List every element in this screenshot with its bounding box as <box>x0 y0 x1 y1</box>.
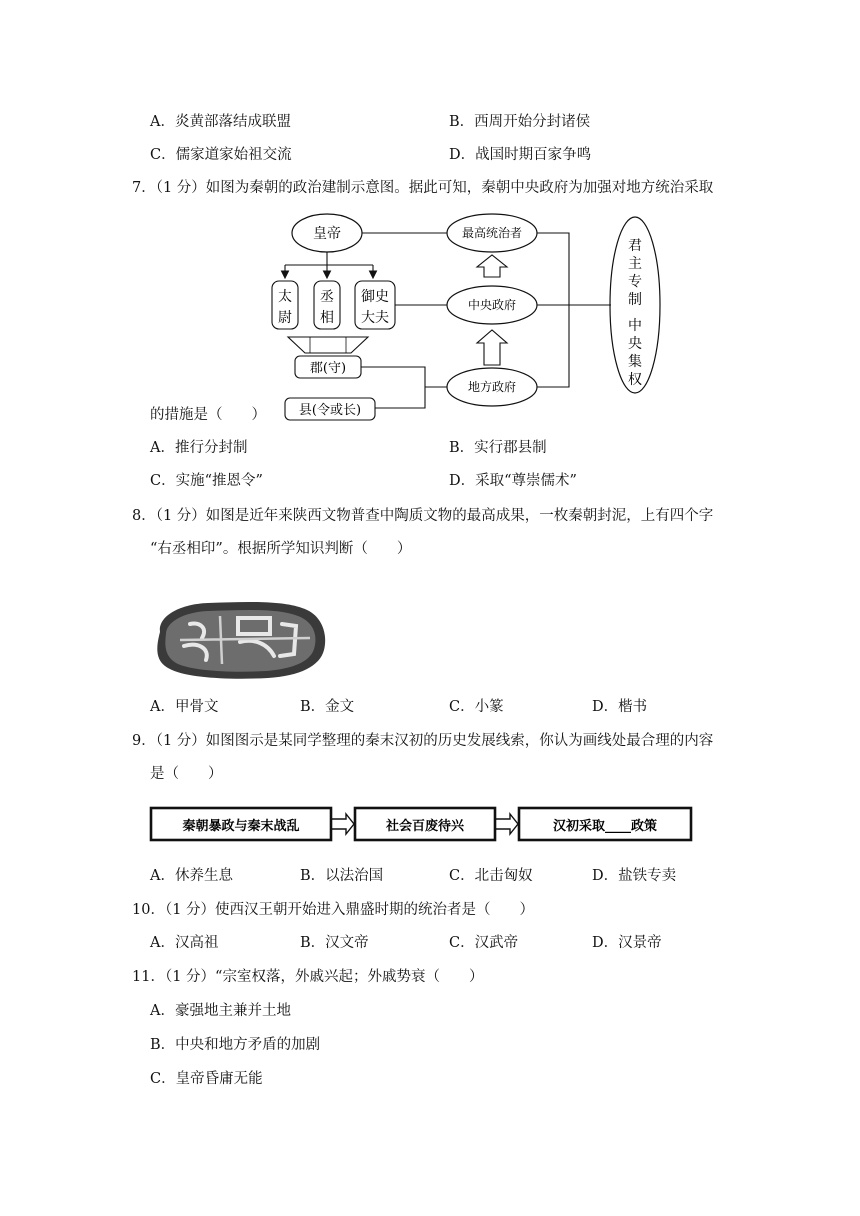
svg-text:制: 制 <box>628 292 642 308</box>
arrow-up-icon <box>477 330 507 365</box>
q9-option-d[interactable]: D．盐铁专卖 <box>592 868 677 884</box>
svg-text:君: 君 <box>628 238 642 254</box>
q9-option-c[interactable]: C．北击匈奴 <box>449 868 533 884</box>
svg-text:权: 权 <box>628 372 642 388</box>
q8-option-b[interactable]: B．金文 <box>300 699 355 715</box>
q10-option-c[interactable]: C．汉武帝 <box>449 935 519 951</box>
svg-text:集: 集 <box>628 354 642 370</box>
svg-text:中: 中 <box>628 318 642 334</box>
q8-option-a[interactable]: A．甲骨文 <box>150 699 219 715</box>
central-government-label: 中央政府 <box>467 298 517 312</box>
q7-option-d[interactable]: D．采取“尊崇儒术” <box>449 473 577 489</box>
svg-text:丞: 丞 <box>320 289 334 305</box>
q7-stem-line2: 的措施是（ ） <box>150 407 266 423</box>
svg-text:专: 专 <box>628 274 642 290</box>
emperor-label: 皇帝 <box>313 226 341 242</box>
arrow-right-icon <box>496 814 518 834</box>
q10-option-b[interactable]: B．汉文帝 <box>300 935 369 951</box>
local-government-label: 地方政府 <box>467 380 517 394</box>
q9-stem-line1: 9．（1 分）如图图示是某同学整理的秦末汉初的历史发展线索，你认为画线处最合理的内容 <box>132 733 714 749</box>
svg-text:汉初采取____政策: 汉初采取____政策 <box>552 819 658 834</box>
q6-option-b[interactable]: B．西周开始分封诸侯 <box>449 114 591 130</box>
q11-option-c[interactable]: C．皇帝昏庸无能 <box>150 1071 263 1087</box>
q10-option-a[interactable]: A．汉高祖 <box>150 935 219 951</box>
xian-label: 县(令或长) <box>298 403 362 418</box>
q7-option-b[interactable]: B．实行郡县制 <box>449 440 547 456</box>
q10-stem: 10．（1 分）使西汉王朝开始进入鼎盛时期的统治者是（ ） <box>132 902 535 918</box>
q8-stem-line1: 8．（1 分）如图是近年来陕西文物普查中陶质文物的最高成果，一枚秦朝封泥，上有四个字 <box>132 508 714 524</box>
qin-political-system-diagram <box>255 205 675 429</box>
q7-option-a[interactable]: A．推行分封制 <box>150 440 248 456</box>
q7-option-c[interactable]: C．实施“推恩令” <box>150 473 263 489</box>
diagram-svg <box>255 205 675 425</box>
q10-option-d[interactable]: D．汉景帝 <box>592 935 662 951</box>
svg-text:相: 相 <box>320 310 334 326</box>
supreme-ruler-label: 最高统治者 <box>461 226 523 240</box>
q11-stem: 11．（1 分）“宗室权落，外戚兴起；外戚势衰（ ） <box>132 969 484 985</box>
q9-option-b[interactable]: B．以法治国 <box>300 868 384 884</box>
svg-text:秦朝暴政与秦末战乱: 秦朝暴政与秦末战乱 <box>182 819 300 834</box>
q11-option-a[interactable]: A．豪强地主兼并土地 <box>150 1003 291 1019</box>
arrow-up-icon <box>477 255 507 277</box>
svg-text:大夫: 大夫 <box>361 310 389 326</box>
q8-stem-line2: “右丞相印”。根据所学知识判断（ ） <box>150 541 412 557</box>
svg-text:尉: 尉 <box>278 310 292 326</box>
q6-option-c[interactable]: C．儒家道家始祖交流 <box>150 147 292 163</box>
q9-option-a[interactable]: A．休养生息 <box>150 868 233 884</box>
svg-text:太: 太 <box>278 289 292 305</box>
q8-option-d[interactable]: D．楷书 <box>592 699 648 715</box>
svg-text:御史: 御史 <box>361 289 389 305</box>
svg-text:央: 央 <box>628 336 642 352</box>
qin-clay-seal-image <box>150 594 330 688</box>
q11-option-b[interactable]: B．中央和地方矛盾的加剧 <box>150 1037 321 1053</box>
q6-option-a[interactable]: A．炎黄部落结成联盟 <box>150 114 291 130</box>
q8-option-c[interactable]: C．小篆 <box>449 699 504 715</box>
jun-label: 郡(守) <box>309 361 347 376</box>
q6-option-d[interactable]: D．战国时期百家争鸣 <box>449 147 592 163</box>
q9-stem-line2: 是（ ） <box>150 766 223 782</box>
svg-text:社会百废待兴: 社会百废待兴 <box>385 819 465 834</box>
arrow-right-icon <box>332 814 354 834</box>
qin-han-flow-diagram <box>148 803 698 849</box>
svg-text:主: 主 <box>628 256 642 272</box>
q7-stem-line1: 7．（1 分）如图为秦朝的政治建制示意图。据此可知，秦朝中央政府为加强对地方统治采取 <box>132 180 714 196</box>
trapezoid-arrow-icon <box>288 337 368 353</box>
